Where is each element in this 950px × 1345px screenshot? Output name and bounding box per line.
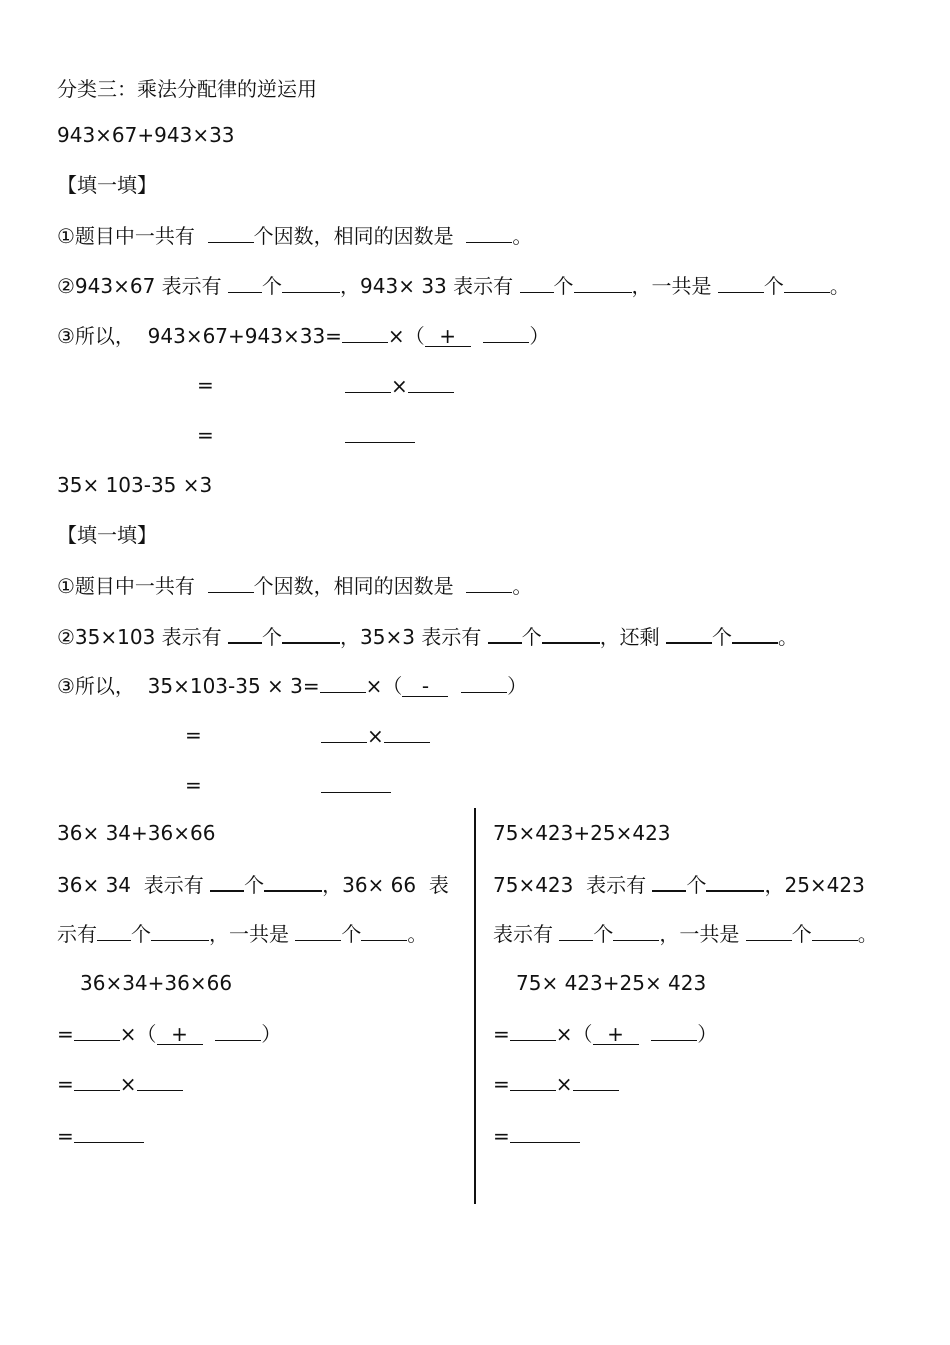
step2-blank-1[interactable] <box>74 1070 120 1091</box>
ge-3: 个 <box>712 625 733 649</box>
problem2-step3-eq: = <box>185 773 202 797</box>
unit-blank-1[interactable] <box>706 870 764 892</box>
problem3-line2 <box>57 920 427 946</box>
times-sign: × <box>555 1072 573 1096</box>
step2-blank-2[interactable] <box>573 1070 619 1091</box>
right-paren: ） <box>529 324 550 348</box>
factor-blank[interactable] <box>510 1020 556 1041</box>
problem1-question3 <box>57 322 549 348</box>
eq: = <box>57 1124 74 1148</box>
l2-text-a: 表示有 <box>493 922 553 946</box>
q2-text-c: ，还剩 <box>599 625 660 649</box>
problem4-line1 <box>493 870 865 896</box>
count-blank-1[interactable] <box>652 870 686 892</box>
times-sign: × <box>387 324 405 348</box>
times-sign: × <box>119 1022 137 1046</box>
count-blank-2[interactable] <box>520 272 554 293</box>
plus-sign: + <box>439 324 457 348</box>
operand-blank-1[interactable] <box>402 676 448 697</box>
plus-sign: + <box>607 1022 624 1046</box>
q1-text-b: 个因数，相同的因数是 <box>253 224 454 248</box>
factor-blank[interactable] <box>320 672 366 693</box>
left-paren: （ <box>404 324 425 348</box>
problem2-question2 <box>57 622 798 648</box>
problem2-fill-label: 【填一填】 <box>57 523 157 547</box>
problem4-step2 <box>493 1070 619 1096</box>
problem2-expression: 35× 103-35 ×3 <box>57 473 213 497</box>
problem3-expression: 36× 34+36×66 <box>57 821 216 845</box>
eq: = <box>493 1124 510 1148</box>
addend-blank-2[interactable] <box>215 1020 261 1041</box>
problem3-expression-repeat: 36×34+36×66 <box>80 971 233 995</box>
addend-blank-1[interactable] <box>425 326 471 347</box>
step2-blank-1[interactable] <box>321 722 367 743</box>
problem1-step3 <box>345 422 415 448</box>
factor-blank[interactable] <box>342 322 388 343</box>
total-unit-blank[interactable] <box>361 920 407 941</box>
times-sign: × <box>555 1022 573 1046</box>
unit-blank-2[interactable] <box>613 920 659 941</box>
eq: = <box>493 1022 510 1046</box>
q1-text-a: ①题目中一共有 <box>57 574 195 598</box>
problem4-expression: 75×423+25×423 <box>493 821 671 845</box>
plus-sign: + <box>171 1022 188 1046</box>
count-blank-2[interactable] <box>488 622 522 644</box>
ge-2: 个 <box>521 625 542 649</box>
remain-count-blank[interactable] <box>666 622 712 644</box>
problem2-step2-eq: = <box>185 723 202 747</box>
total-count-blank[interactable] <box>746 920 792 941</box>
right-paren: ） <box>507 674 528 698</box>
times-sign: × <box>367 724 384 748</box>
result-blank[interactable] <box>345 422 415 443</box>
total-count-blank[interactable] <box>295 920 341 941</box>
factor-blank[interactable] <box>74 1020 120 1041</box>
q2-text-c: ，一共是 <box>631 274 712 298</box>
common-factor-blank[interactable] <box>466 222 512 243</box>
factor-count-blank[interactable] <box>208 222 254 243</box>
right-paren: ） <box>261 1022 282 1046</box>
q2-text-b: ，35×3 表示有 <box>340 625 482 649</box>
addend-blank-2[interactable] <box>651 1020 697 1041</box>
q2-text-b: ，943× 33 表示有 <box>340 274 514 298</box>
problem3-line1 <box>57 870 449 896</box>
operand-blank-2[interactable] <box>461 672 507 693</box>
problem1-question2 <box>57 272 850 298</box>
ge-1: 个 <box>244 873 265 897</box>
unit-blank-2[interactable] <box>151 920 209 941</box>
common-factor-blank[interactable] <box>466 572 512 593</box>
count-blank-1[interactable] <box>210 870 244 892</box>
times-sign: × <box>119 1072 137 1096</box>
result-blank[interactable] <box>510 1122 580 1143</box>
ge-2: 个 <box>553 274 574 298</box>
l1-text-b: ，25×423 <box>764 873 865 897</box>
eq: = <box>493 1072 510 1096</box>
count-blank-2[interactable] <box>97 920 131 941</box>
problem4-line2 <box>493 920 878 946</box>
unit-blank-1[interactable] <box>282 272 340 293</box>
l2-text-b: ，一共是 <box>659 922 740 946</box>
l2-text-a: 示有 <box>57 922 97 946</box>
unit-blank-1[interactable] <box>282 622 340 644</box>
ge-3: 个 <box>791 922 812 946</box>
addend-blank-1[interactable] <box>157 1024 203 1045</box>
q2-text-a: ②35×103 表示有 <box>57 625 222 649</box>
problem2-question1 <box>57 572 532 598</box>
addend-blank-1[interactable] <box>593 1024 639 1045</box>
eq: = <box>57 1072 74 1096</box>
left-paren: （ <box>382 674 403 698</box>
l2-end: 。 <box>407 922 428 946</box>
q3-text-a: ③所以， 35×103-35 × 3= <box>57 674 320 698</box>
q1-end: 。 <box>512 224 533 248</box>
result-blank[interactable] <box>74 1122 144 1143</box>
problem1-question1 <box>57 222 532 248</box>
problem4-expression-repeat: 75× 423+25× 423 <box>516 971 707 995</box>
problem2-question3 <box>57 672 527 698</box>
q3-text-a: ③所以， 943×67+943×33= <box>57 324 342 348</box>
eq: = <box>57 1022 74 1046</box>
unit-blank-2[interactable] <box>574 272 632 293</box>
q1-end: 。 <box>512 574 533 598</box>
q2-end: 。 <box>829 274 850 298</box>
q1-text-b: 个因数，相同的因数是 <box>253 574 454 598</box>
l1-text-b: ，36× 66 表 <box>322 873 449 897</box>
ge-3: 个 <box>341 922 362 946</box>
problem1-step3-eq: = <box>197 423 214 447</box>
q2-end: 。 <box>778 625 799 649</box>
ge-1: 个 <box>262 274 283 298</box>
times-sign: × <box>391 374 408 398</box>
times-sign: × <box>365 674 383 698</box>
left-paren: （ <box>136 1022 157 1046</box>
step2-blank-2[interactable] <box>137 1070 183 1091</box>
addend-blank-2[interactable] <box>483 322 529 343</box>
ge-2: 个 <box>593 922 614 946</box>
ge-1: 个 <box>686 873 707 897</box>
column-divider <box>474 808 476 1204</box>
unit-blank-1[interactable] <box>264 870 322 892</box>
step2-blank-1[interactable] <box>345 372 391 393</box>
count-blank-1[interactable] <box>228 622 262 644</box>
l1-text-a: 75×423 表示有 <box>493 873 647 897</box>
problem1-step2 <box>345 372 454 398</box>
ge-3: 个 <box>763 274 784 298</box>
remain-unit-blank[interactable] <box>732 622 778 644</box>
total-unit-blank[interactable] <box>784 272 830 293</box>
step2-blank-2[interactable] <box>408 372 454 393</box>
l1-text-a: 36× 34 表示有 <box>57 873 204 897</box>
count-blank-2[interactable] <box>559 920 593 941</box>
l2-end: 。 <box>857 922 878 946</box>
step2-blank-2[interactable] <box>384 722 430 743</box>
total-unit-blank[interactable] <box>812 920 858 941</box>
problem1-fill-label: 【填一填】 <box>57 173 157 197</box>
count-blank-1[interactable] <box>228 272 262 293</box>
step2-blank-1[interactable] <box>510 1070 556 1091</box>
ge-1: 个 <box>262 625 283 649</box>
q1-text-a: ①题目中一共有 <box>57 224 195 248</box>
problem2-step3 <box>321 772 391 798</box>
ge-2: 个 <box>131 922 151 946</box>
l2-text-b: ，一共是 <box>209 922 289 946</box>
right-paren: ） <box>697 1022 718 1046</box>
problem4-step1 <box>493 1020 717 1046</box>
problem1-step2-eq: = <box>197 373 214 397</box>
problem3-step3 <box>57 1122 144 1148</box>
q2-text-a: ②943×67 表示有 <box>57 274 222 298</box>
factor-count-blank[interactable] <box>208 572 254 593</box>
left-paren: （ <box>572 1022 593 1046</box>
total-count-blank[interactable] <box>718 272 764 293</box>
problem2-step2 <box>321 722 430 748</box>
problem3-step2 <box>57 1070 183 1096</box>
section-title: 分类三：乘法分配律的逆运用 <box>57 77 317 101</box>
problem4-step3 <box>493 1122 580 1148</box>
problem3-step1 <box>57 1020 281 1046</box>
problem1-expression: 943×67+943×33 <box>57 123 235 147</box>
minus-sign: - <box>421 674 430 698</box>
result-blank[interactable] <box>321 772 391 793</box>
unit-blank-2[interactable] <box>542 622 600 644</box>
